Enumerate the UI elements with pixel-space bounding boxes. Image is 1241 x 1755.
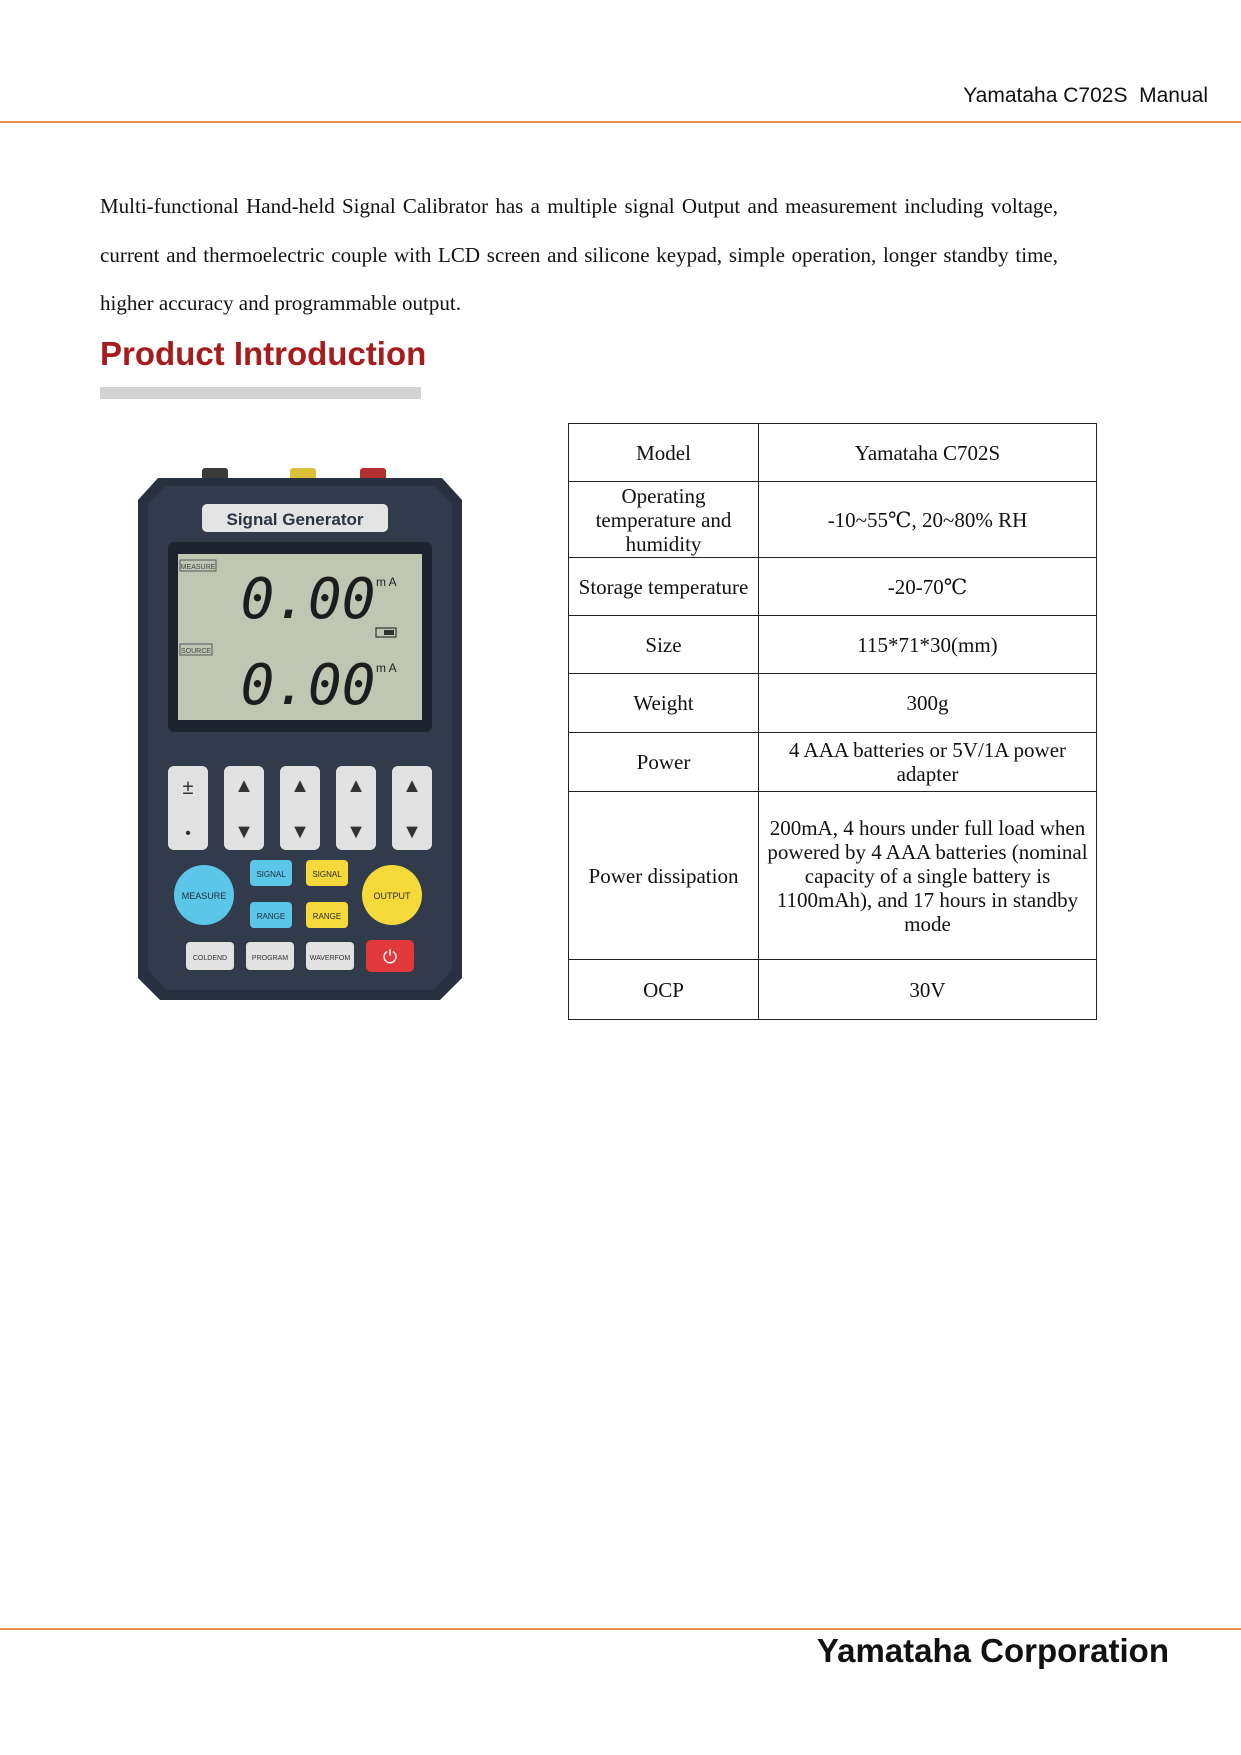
table-row [569, 733, 1097, 792]
spec-key: OCP [569, 960, 759, 1020]
lcd-bottom-value: 0.00 [240, 653, 376, 718]
footer-rule [0, 1628, 1241, 1630]
lcd-top-value: 0.00 [240, 567, 376, 632]
svg-text:RANGE: RANGE [312, 912, 342, 921]
lcd-source-tag: SOURCE [181, 648, 211, 655]
svg-text:RANGE: RANGE [256, 912, 286, 921]
spec-value: 300g [759, 674, 1097, 733]
signal-generator-image [130, 458, 470, 1003]
up-arrow-icon: ▲ [234, 775, 254, 797]
svg-text:OUTPUT: OUTPUT [373, 891, 411, 901]
up-arrow-icon: ▲ [402, 775, 422, 797]
intro-paragraph: Multi-functional Hand-held Signal Calibrator has a multiple signal Output and measurement including voltage, current and thermoelectric couple with LCD screen and silicone keypad, simple operation, longer standby time, higher accuracy and programmable output. [100, 194, 1058, 315]
spec-value: 200mA, 4 hours under full load when powered by 4 AAA batteries (nominal capacity of a single battery is 1100mAh), and 17 hours in standby mode [759, 792, 1097, 960]
table-row [569, 792, 1097, 960]
svg-text:MEASURE: MEASURE [181, 891, 227, 901]
spec-value: 115*71*30(mm) [759, 616, 1097, 674]
spec-key: Size [569, 616, 759, 674]
spec-key: Operating temperature and humidity [569, 482, 759, 558]
svg-text:SIGNAL: SIGNAL [256, 870, 286, 879]
table-row [569, 424, 1097, 482]
spec-key: Storage temperature [569, 558, 759, 616]
table-row [569, 558, 1097, 616]
up-arrow-icon: ▲ [346, 775, 366, 797]
lcd-bottom-unit: m A [376, 661, 397, 675]
table-row [569, 960, 1097, 1020]
svg-text:•: • [185, 825, 191, 842]
down-arrow-icon: ▼ [290, 821, 310, 843]
lcd-top-unit: m A [376, 575, 397, 589]
down-arrow-icon: ▼ [402, 821, 422, 843]
device-label: Signal Generator [226, 510, 364, 529]
section-title: Product Introduction [100, 335, 427, 372]
header-rule [0, 121, 1241, 123]
svg-text:COLDEND: COLDEND [192, 955, 228, 962]
down-arrow-icon: ▼ [346, 821, 366, 843]
spec-key: Model [569, 424, 759, 482]
svg-text:±: ± [182, 777, 194, 799]
spec-table [568, 423, 1097, 1020]
spec-key: Power dissipation [569, 792, 759, 960]
spec-value: 4 AAA batteries or 5V/1A power adapter [759, 733, 1097, 792]
table-row [569, 482, 1097, 558]
spec-value: -20-70℃ [759, 558, 1097, 616]
svg-text:WAVERFOM: WAVERFOM [309, 955, 351, 962]
header-title: Yamataha C702S Manual [963, 84, 1208, 107]
spec-key: Weight [569, 674, 759, 733]
spec-value: -10~55℃, 20~80% RH [759, 482, 1097, 558]
footer-company: Yamataha Corporation [816, 1632, 1169, 1669]
up-arrow-icon: ▲ [290, 775, 310, 797]
spec-value: Yamataha C702S [759, 424, 1097, 482]
power-icon: ⏻ [382, 947, 398, 967]
spec-value: 30V [759, 960, 1097, 1020]
section-title-underline [100, 387, 421, 399]
spec-key: Power [569, 733, 759, 792]
svg-text:SIGNAL: SIGNAL [312, 870, 342, 879]
svg-text:PROGRAM: PROGRAM [251, 955, 289, 962]
lcd-measure-tag: MEASURE [180, 564, 216, 571]
table-row [569, 674, 1097, 733]
down-arrow-icon: ▼ [234, 821, 254, 843]
table-row [569, 616, 1097, 674]
